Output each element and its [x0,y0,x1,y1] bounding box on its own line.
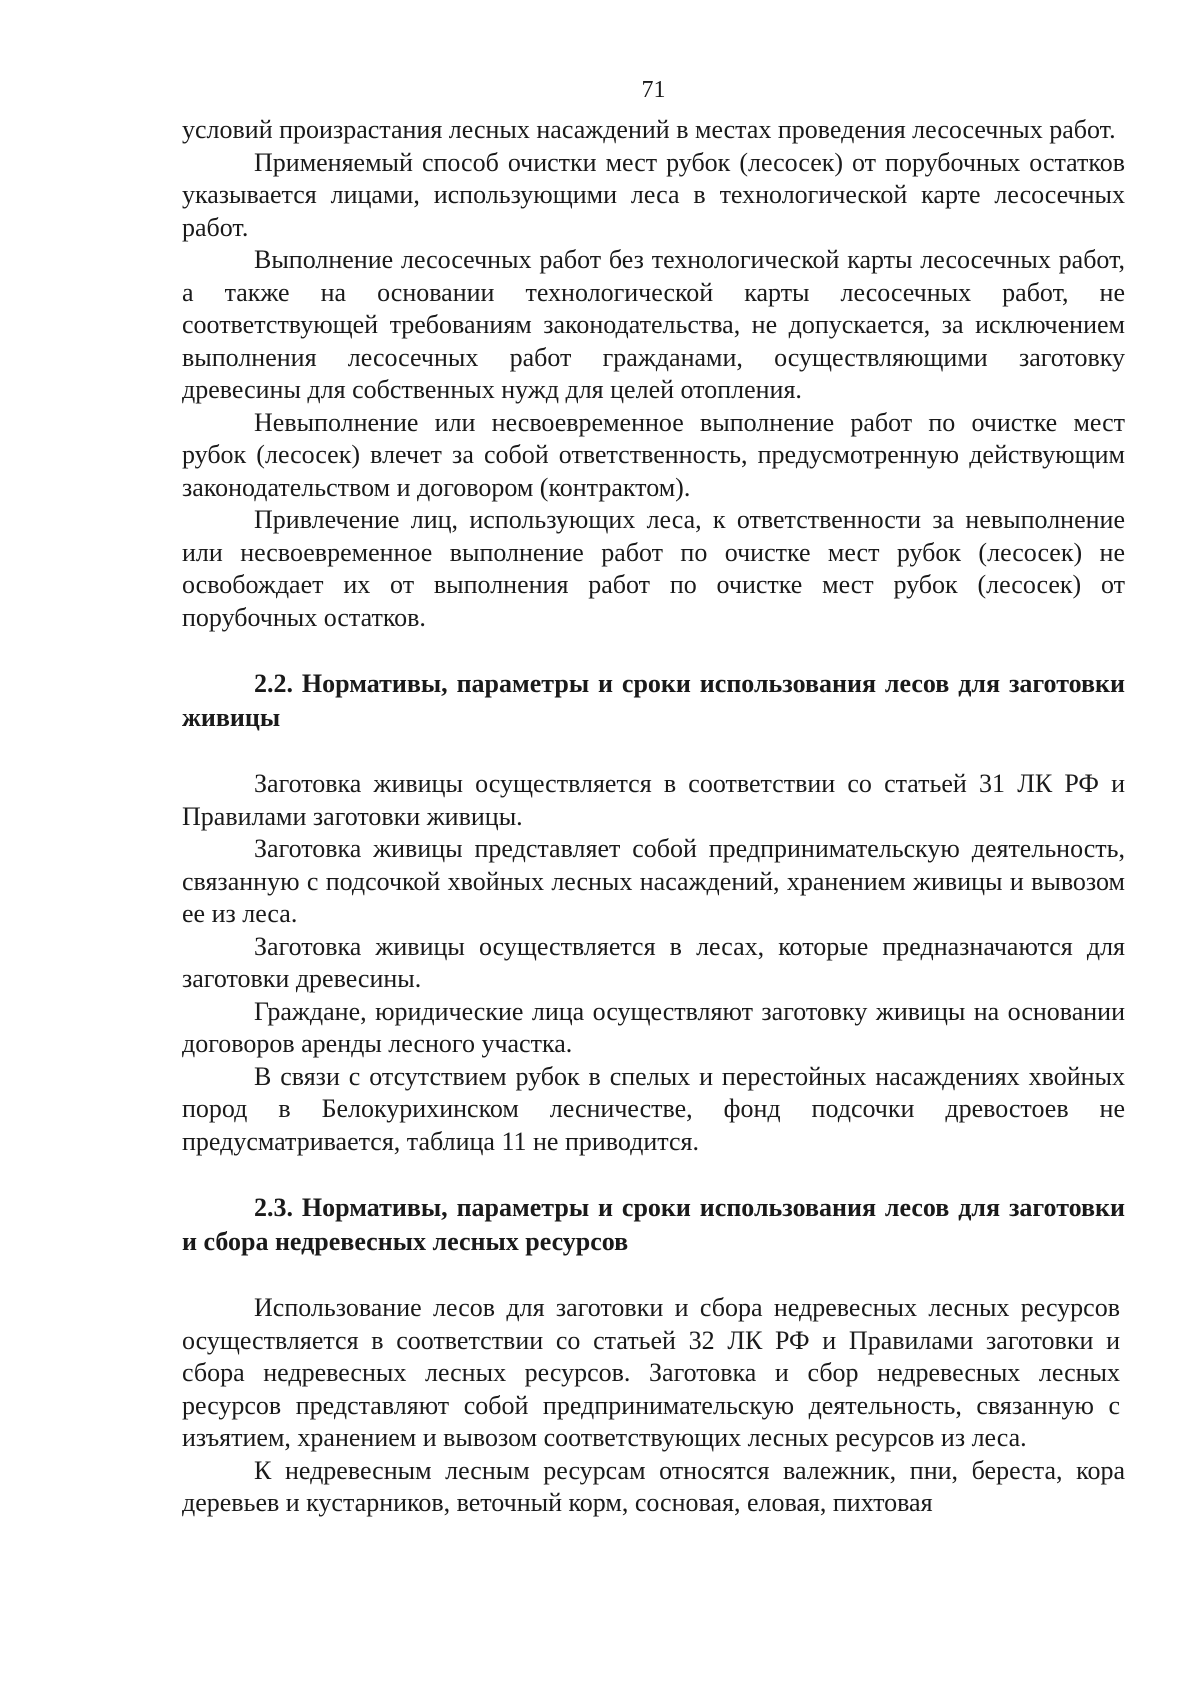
section-heading-2-3: 2.3. Нормативы, параметры и сроки использования лесов для заготовки и сбора недревесных лесных ресурсов [182,1193,1125,1256]
paragraph-nonwood-usage: Использование лесов для заготовки и сбора недревесных лесных ресурсов осуществляется в соответствии со статьей 32 ЛК РФ и Правилами заготовки и сбора недревесных лесных ресурсов. Заготовка и сбор недревесных лесных ресурсов представляют собой предпринимательскую деятельность, связанную с изъятием, хранением и вывозом соответствующих лесных ресурсов из леса. [182,1293,1120,1452]
paragraph-resin-forests: Заготовка живицы осуществляется в лесах, которые предназначаются для заготовки древесины. [182,931,1125,993]
paragraph-without-map: Выполнение лесосечных работ без технологической карты лесосечных работ, а также на основании технологической карты лесосечных работ, не соответствующей требованиям законодательства, не допускается, за исключением выполнения лесосечных работ гражданами, осуществляющими заготовку древесины для собственных нужд для целей отопления. [182,245,1125,404]
paragraph-responsibility: Невыполнение или несвоевременное выполнение работ по очистке мест рубок (лесосек) влечет за собой ответственность, предусмотренную действующим законодательством и договором (контрактом). [182,407,1125,502]
paragraph-resin-article: Заготовка живицы осуществляется в соответствии со статьей 31 ЛК РФ и Правилами заготовки живицы. [182,769,1125,831]
paragraph-resin-citizens: Граждане, юридические лица осуществляют заготовку живицы на основании договоров аренды лесного участка. [182,996,1125,1058]
document-page [182,70,1125,1520]
paragraph-nonwood-list: К недревесным лесным ресурсам относятся валежник, пни, береста, кора деревьев и кустарников, веточный корм, сосновая, еловая, пихтовая [182,1455,1125,1517]
paragraph-involvement: Привлечение лиц, использующих леса, к ответственности за невыполнение или несвоевременное выполнение работ по очистке мест рубок (лесосек) не освобождает их от выполнения работ по очистке мест рубок (лесосек) от порубочных остатков. [182,505,1125,632]
page-number: 71 [641,77,666,103]
paragraph-cleaning-method: Применяемый способ очистки мест рубок (лесосек) от порубочных остатков указывается лицами, использующими леса в технологической карте лесосечных работ. [182,147,1125,242]
paragraph-continuation: условий произрастания лесных насаждений в местах проведения лесосечных работ. [182,115,1116,144]
paragraph-resin-activity: Заготовка живицы представляет собой предпринимательскую деятельность, связанную с подсочкой хвойных лесных насаждений, хранением живицы и вывозом ее из леса. [182,834,1125,928]
section-heading-2-2: 2.2. Нормативы, параметры и сроки использования лесов для заготовки живицы [182,669,1125,732]
paragraph-resin-fund: В связи с отсутствием рубок в спелых и перестойных насаждениях хвойных пород в Белокурихинском лесничестве, фонд подсочки древостоев не предусматривается, таблица 11 не приводится. [182,1061,1125,1156]
